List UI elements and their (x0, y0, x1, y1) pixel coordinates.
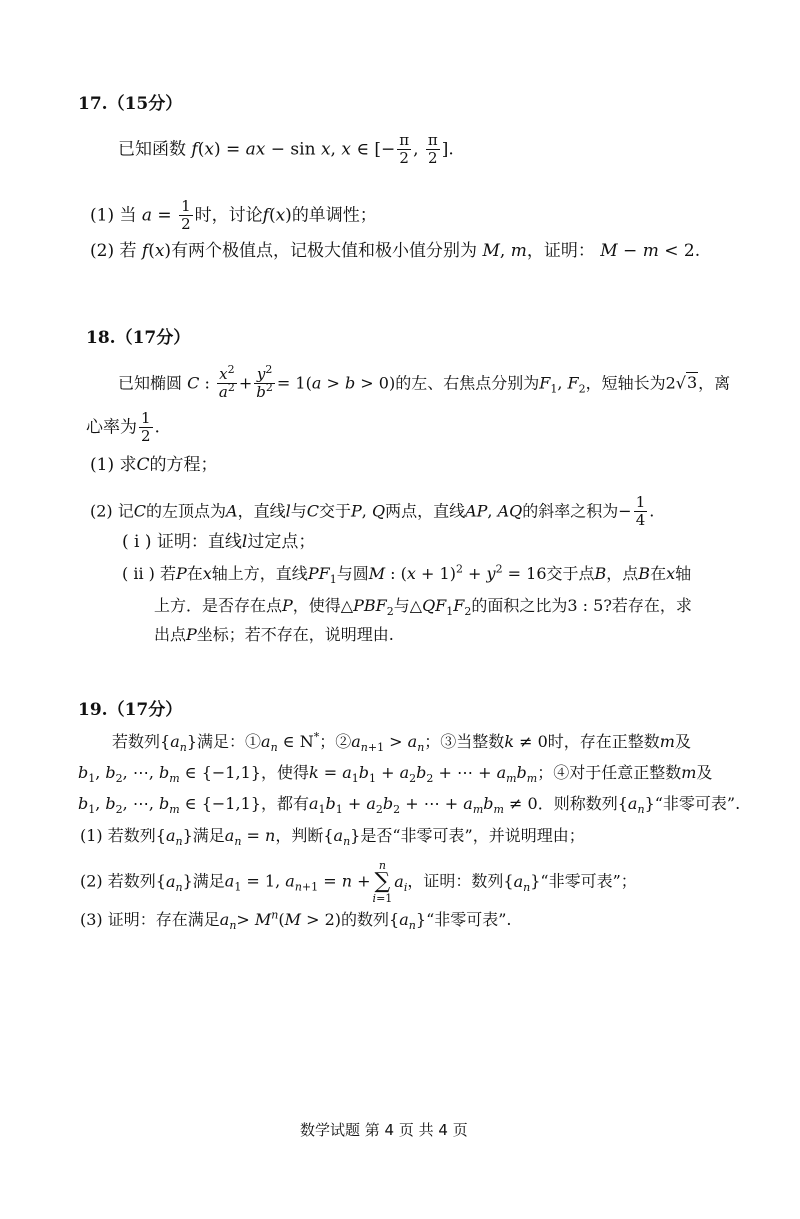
problem-19-part-1-c: ，判断 (275, 826, 324, 845)
problem-17-part-2-mid: 有两个极值点，记极大值和极小值分别为 (171, 241, 478, 261)
problem-19-stem-l2-c: 及 (696, 763, 713, 782)
problem-17-part-2: (2) 若 f(x)有两个极值点，记极大值和极小值分别为 M, m，证明： M − m < 2. (90, 241, 701, 261)
problem-19-part-2-a: (2) 若数列 (80, 871, 156, 891)
problem-18-sub-ii-line-2: 上方．是否存在点P，使得$\triangle PBF_2$与$\triangle QF_1F_2$的面积之比为3 : 5?若存在，求 (154, 596, 692, 619)
problem-18-sub-ii-b: 在 (186, 564, 203, 583)
problem-19-stem-l1-a: 若数列 (112, 732, 161, 751)
problem-19-part-2: (2) 若数列$\{a_n\}$满足$a_1 = 1$, $a_{n+1} = n +n$ ∑ $i=1a_i$，证明：数列$\{a_n\}“$非零可表”； (80, 859, 637, 905)
problem-18-stem-mid: 的左、右焦点分别为 (395, 373, 540, 393)
problem-18-stem-line2-prefix: 心率为 (86, 417, 137, 438)
problem-19-stem-l2-b: ；④对于任意正整数 (537, 763, 682, 782)
problem-19-stem-line-3: $b_1$, $b_2$, ⋯, $b_m$ ∈ {−1,1}，都有$a_1b_1 + a_2b_2$ + ⋯ + $a_mb_m \ne 0$．则称数列$\{a_n\}“$非零可表”. (78, 794, 741, 817)
problem-19-part-1-d: 是否“非零可表”，并说明理由； (360, 826, 585, 845)
problem-18-sub-i-prefix: ( i ) 证明：直线 (122, 532, 242, 552)
problem-17-part-2-mid2: ，证明： (526, 241, 595, 261)
problem-17-part-1-mid: 时，讨论 (194, 205, 263, 226)
problem-19-stem-l3-b: ．则称数列 (537, 794, 618, 813)
problem-18-stem-line-1: 已知椭圆 C : $\frac{x^2}{a^2}$ + $\frac{y^2}{b^2}$ = 1(a > b > 0)的左、右焦点分别为$F_1$, $F_2$，短轴长为2√3，离 (118, 363, 731, 402)
problem-18-part-2-d: 交于 (319, 501, 352, 521)
problem-18-part-2-a: 的左顶点为 (146, 501, 227, 521)
problem-18-stem-tail: ，离 (698, 373, 731, 393)
problem-19-part-2-d: “非零可表”； (540, 871, 637, 891)
problem-19-stem-l1-c: ；② (319, 732, 352, 751)
problem-18-part-1-suffix: 的方程； (149, 455, 218, 475)
problem-18-sub-ii-line3-a: 出点 (154, 625, 187, 644)
problem-18-part-2-b: ，直线 (237, 501, 286, 521)
problem-17-part-2-prefix: (2) 若 (90, 241, 137, 261)
problem-18-part-2-prefix: (2) 记 (90, 501, 134, 521)
problem-18-sub-ii-g: 在 (650, 564, 667, 583)
problem-17-header: 17.（15分） (78, 94, 183, 114)
problem-18-part-2-f: 的斜率之积为 (522, 501, 619, 521)
problem-18-stem-mid2: ，短轴长为 (585, 373, 666, 393)
problem-18-sub-ii-line2-b: ，使得 (292, 596, 341, 615)
problem-18-sub-ii-line3-b: 坐标；若不存在，说明理由. (196, 625, 394, 644)
problem-19-stem-l1-e: 时，存在正整数 (547, 732, 660, 751)
problem-19-part-3-c: “非零可表”. (426, 910, 512, 929)
problem-18-sub-i: ( i ) 证明：直线l过定点； (122, 532, 316, 552)
problem-18-sub-ii-e: 交于点 (546, 564, 595, 583)
problem-19-stem-l1-b: 满足：① (197, 732, 262, 751)
problem-18-sub-ii-a: ( ii ) 若 (122, 564, 176, 583)
problem-18-sub-ii-c: 轴上方，直线 (211, 564, 308, 583)
problem-18-stem-prefix: 已知椭圆 (118, 373, 183, 393)
problem-18-part-2-e: 两点，直线 (385, 501, 466, 521)
problem-18-part-2: (2) 记C的左顶点为A，直线l与C交于P, Q两点，直线AP, AQ的斜率之积为− $\frac{1}{4}$ . (90, 493, 655, 530)
problem-19-stem-l3-c: “非零可表”. (654, 794, 741, 813)
problem-19-part-3-b: 的数列 (341, 910, 390, 929)
problem-18-sub-ii-line2-d: 的面积之比为 (471, 596, 568, 615)
problem-17-part-1: (1) 当 a = $\frac{1}{2}$ 时，讨论f(x)的单调性； (90, 197, 377, 234)
problem-19-stem-line-2: $b_1$, $b_2$, ⋯, $b_m$ ∈ {−1,1}，使得$k = a_1b_1 + a_2b_2$ + ⋯ + $a_mb_m$；④对于任意正整数m及 (78, 763, 713, 786)
problem-19-part-1-b: 满足 (192, 826, 225, 845)
problem-18-sub-ii-line-3: 出点P坐标；若不存在，说明理由. (154, 625, 394, 644)
problem-18-sub-ii-h: 轴 (675, 564, 692, 583)
problem-19-part-1-a: (1) 若数列 (80, 826, 156, 845)
problem-17-stem-prefix: 已知函数 (118, 139, 186, 160)
problem-18-sub-ii-line-1: ( ii ) 若P在x轴上方，直线$PF_1$与圆M : $(x + 1)^2 + y^2 = 16$交于点B，点B在x轴 (122, 562, 692, 587)
problem-17-stem: 已知函数 f(x) = ax − sin x, x ∈ [− $\frac{\pi}{2}$ , $\frac{\pi}{2}$ ]. (118, 131, 454, 168)
problem-19-header: 19.（17分） (78, 700, 183, 720)
problem-19-part-1: (1) 若数列$\{a_n\}$满足$a_n = n$，判断$\{a_n\}$是否“非零可表”，并说明理由； (80, 826, 585, 849)
problem-18-header: 18.（17分） (86, 328, 191, 348)
problem-19-stem-l1-d: ；③当整数 (424, 732, 505, 751)
problem-18-sub-ii-line2-a: 上方．是否存在点 (154, 596, 283, 615)
page-footer: 数学试题 第 4 页 共 4 页 (300, 1121, 468, 1139)
problem-19-stem-l2-a: ，使得 (260, 763, 309, 782)
problem-18-part-1: (1) 求C的方程； (90, 455, 218, 475)
problem-19-part-3-a: (3) 证明：存在满足 (80, 910, 220, 929)
problem-19-part-3: (3) 证明：存在满足$a_n> M^n(M > 2)$的数列$\{a_n\}“$非零可表”. (80, 908, 512, 933)
problem-19-stem-l3-a: ，都有 (260, 794, 309, 813)
problem-18-stem-line-2: 心率为 $\frac{1}{2}$ . (86, 409, 160, 446)
problem-19-part-2-c: ，证明：数列 (407, 871, 504, 891)
problem-17-part-1-prefix: (1) 当 (90, 205, 137, 226)
problem-18-part-1-prefix: (1) 求 (90, 455, 137, 475)
problem-18-sub-ii-d: 与圆 (336, 564, 369, 583)
problem-18-part-2-c: 与 (290, 501, 307, 521)
problem-18-sub-i-suffix: 过定点； (247, 532, 316, 552)
problem-19-stem-line-1: 若数列$\{a_n\}$满足：$①a_n$ ∈ N*；$②a_{n+1} > a_n$；③当整数k ≠ 0时，存在正整数m及 (112, 730, 691, 755)
problem-18-sub-ii-line2-e: ?若存在，求 (603, 596, 692, 615)
problem-18-sub-ii-f: ，点 (606, 564, 639, 583)
problem-17-part-1-suffix: 的单调性； (291, 205, 377, 226)
problem-19-part-2-b: 满足 (192, 871, 225, 891)
problem-18-sub-ii-line2-c: 与 (393, 596, 410, 615)
problem-19-stem-l1-f: 及 (674, 732, 691, 751)
